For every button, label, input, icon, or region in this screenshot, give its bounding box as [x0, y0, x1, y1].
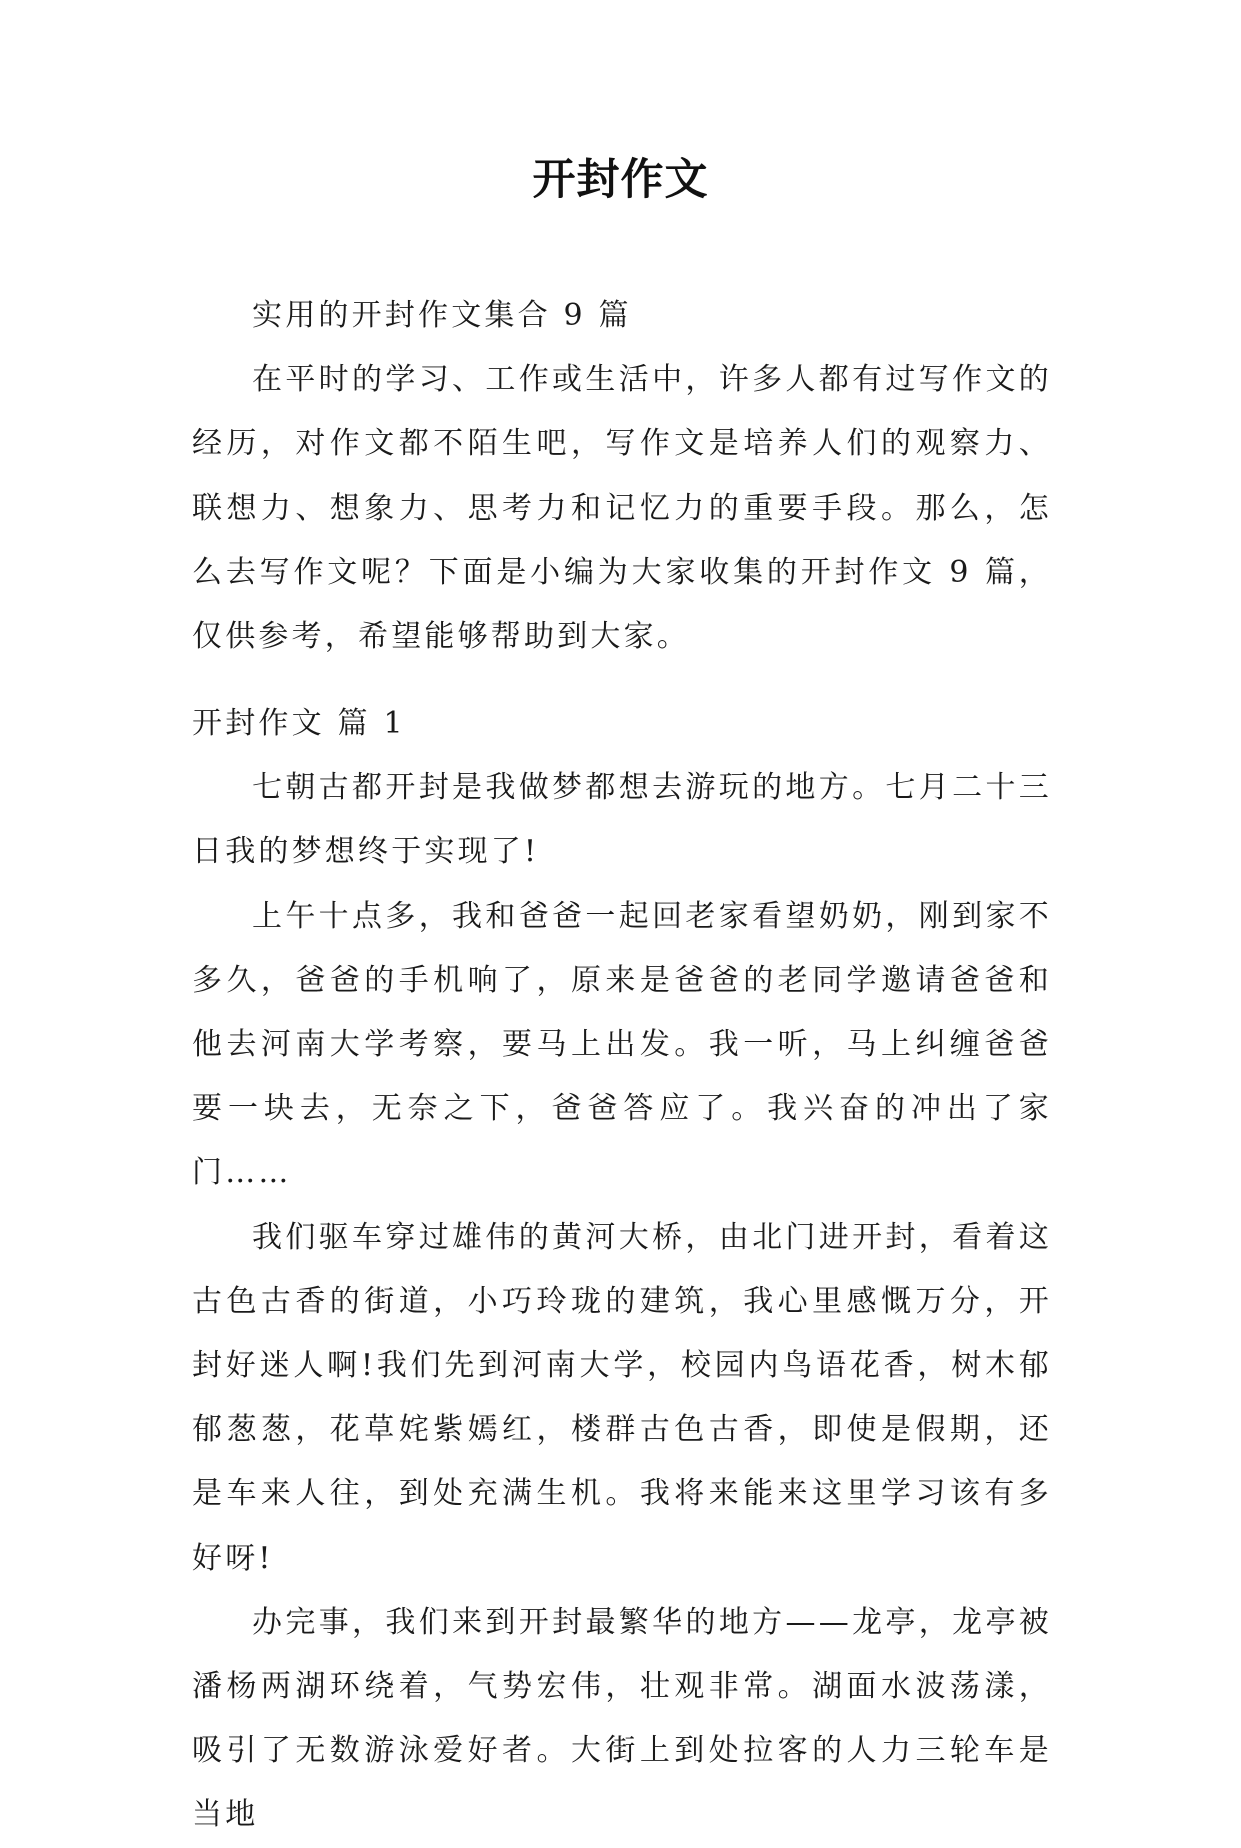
section-paragraph: 我们驱车穿过雄伟的黄河大桥，由北门进开封，看着这古色古香的街道，小巧玲珑的建筑，我心里感慨万分，开封好迷人啊!我们先到河南大学，校园内鸟语花香，树木郁郁葱葱，花草姹紫嫣红，楼群古色古香，即使是假期，还是车来人往，到处充满生机。我将来能来这里学习该有多好呀!	[192, 1219, 1052, 1576]
section-heading: 开封作文 篇 1	[192, 706, 406, 741]
section-paragraph: 上午十点多，我和爸爸一起回老家看望奶奶，刚到家不多久，爸爸的手机响了，原来是爸爸的老同学邀请爸爸和他去河南大学考察，要马上出发。我一听，马上纠缠爸爸要一块去，无奈之下，爸爸答应了。我兴奋的冲出了家门……	[192, 898, 1052, 1191]
document-title: 开封作文	[532, 155, 709, 205]
essay-section-1	[192, 692, 1052, 1848]
intro-block	[192, 284, 1052, 669]
section-paragraph: 办完事，我们来到开封最繁华的地方——龙亭，龙亭被潘杨两湖环绕着，气势宏伟，壮观非常。湖面水波荡漾，吸引了无数游泳爱好者。大街上到处拉客的人力三轮车是当地	[192, 1604, 1052, 1833]
section-paragraph: 七朝古都开封是我做梦都想去游玩的地方。七月二十三日我的梦想终于实现了!	[192, 770, 1052, 870]
intro-subtitle: 实用的开封作文集合 9 篇	[252, 298, 632, 333]
intro-paragraph: 在平时的学习、工作或生活中，许多人都有过写作文的经历，对作文都不陌生吧，写作文是培养人们的观察力、联想力、想象力、思考力和记忆力的重要手段。那么，怎么去写作文呢？下面是小编为大家收集的开封作文 9 篇，仅供参考，希望能够帮助到大家。	[192, 362, 1052, 655]
